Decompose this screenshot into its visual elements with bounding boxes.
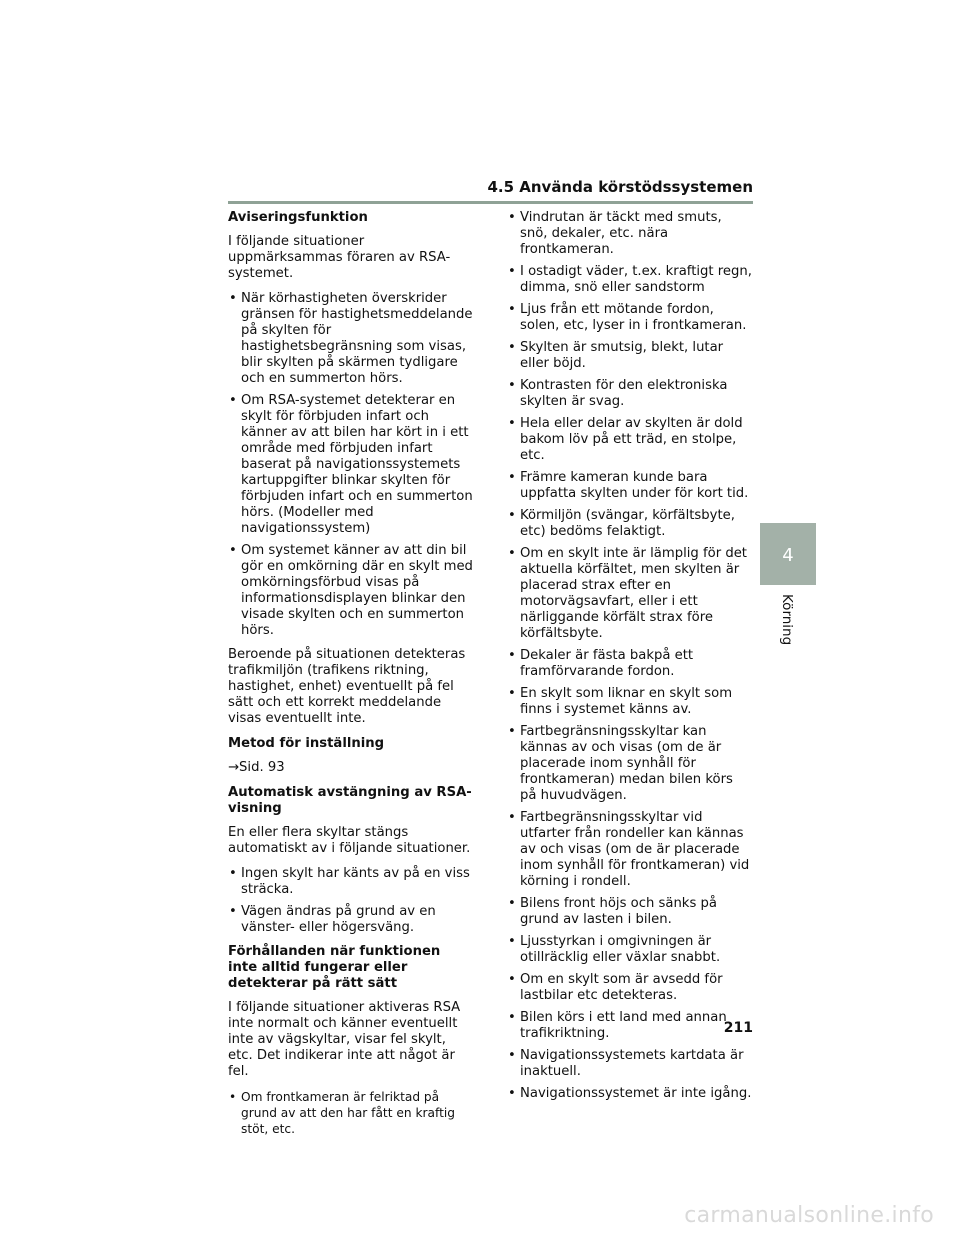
list-item: • Om RSA-systemet detekterar en skylt för förbjuden infart och känner av att bilen har kört in i ett område med förbjuden infart baserat på navigationssystemets kartuppgifter blinkar skylten för förbjuden infart och en summerton hörs. (Modeller med navigationssystem) <box>228 393 473 537</box>
list-item: • Kontrasten för den elektroniska skylten är svag. <box>507 378 752 410</box>
list-item: • Skylten är smutsig, blekt, lutar eller böjd. <box>507 340 752 372</box>
list-item: • Om systemet känner av att din bil gör en omkörning där en skylt med omkörningsförbud visas på informationsdisplayen blinkar den visade skylten och en summerton hörs. <box>228 543 473 639</box>
heading-conditions: Förhållanden när funktionen inte alltid fungerar eller detekterar på rätt sätt <box>228 944 441 991</box>
auto-off-list <box>228 866 473 936</box>
list-item: • Hela eller delar av skylten är dold bakom löv på ett träd, en stolpe, etc. <box>507 416 752 464</box>
conditions-list-right <box>507 210 752 1102</box>
section-header <box>228 178 753 204</box>
right-column <box>507 210 752 1110</box>
list-item: • Dekaler är fästa bakpå ett framförvarande fordon. <box>507 648 752 680</box>
watermark: carmanualsonline.info <box>684 1203 934 1228</box>
auto-off-intro: En eller flera skyltar stängs automatiskt av i följande situationer. <box>228 825 471 856</box>
list-item: • Ljusstyrkan i omgivningen är otillräcklig eller växlar snabbt. <box>507 934 752 966</box>
list-item: • I ostadigt väder, t.ex. kraftigt regn, dimma, snö eller sandstorm <box>507 264 752 296</box>
chapter-label: Körning <box>779 594 795 646</box>
setting-page-reference[interactable]: →Sid. 93 <box>228 760 285 775</box>
list-item: • Navigationssystemet är inte igång. <box>507 1086 752 1102</box>
list-item: • Ljus från ett mötande fordon, solen, etc, lyser in i frontkameran. <box>507 302 752 334</box>
list-item: • Om en skylt som är avsedd för lastbilar etc detekteras. <box>507 972 752 1004</box>
notification-list <box>228 291 473 639</box>
list-item: • Främre kameran kunde bara uppfatta skylten under för kort tid. <box>507 470 752 502</box>
section-title: 4.5 Använda körstödssystemen <box>487 178 753 196</box>
notification-intro: I följande situationer uppmärksammas föraren av RSA-systemet. <box>228 234 451 281</box>
list-item: • När körhastigheten överskrider gränsen för hastighetsmeddelande på skylten för hastighetsbegränsning som visas, blir skylten på skärmen tydligare och en summerton hörs. <box>228 291 473 387</box>
list-item: • Vindrutan är täckt med smuts, snö, dekaler, etc. nära frontkameran. <box>507 210 752 258</box>
list-item: • Om frontkameran är felriktad på grund av att den har fått en kraftig stöt, etc. <box>228 1089 473 1137</box>
conditions-list-left <box>228 1089 473 1137</box>
conditions-intro: I följande situationer aktiveras RSA inte normalt och känner eventuellt inte av vägskyltar, visar fel skylt, etc. Det indikerar inte att något är fel. <box>228 1000 461 1079</box>
chapter-number: 4 <box>782 545 794 566</box>
list-item: • Körmiljön (svängar, körfältsbyte, etc) bedöms felaktigt. <box>507 508 752 540</box>
list-item: • Bilens front höjs och sänks på grund av lasten i bilen. <box>507 896 752 928</box>
dependency-text: Beroende på situationen detekteras trafikmiljön (trafikens riktning, hastighet, enhet) eventuellt på fel sätt och ett korrekt meddelande visas eventuellt inte. <box>228 647 466 726</box>
left-column <box>228 210 473 1145</box>
list-item: • Om en skylt inte är lämplig för det aktuella körfältet, men skylten är placerad strax efter en motorvägsavfart, eller i ett närliggande körfält strax före körfältsbyte. <box>507 546 752 642</box>
heading-setting: Metod för inställning <box>228 736 385 751</box>
list-item: • Vägen ändras på grund av en vänster- eller högersväng. <box>228 904 473 936</box>
list-item: • En skylt som liknar en skylt som finns i systemet känns av. <box>507 686 752 718</box>
list-item: • Fartbegränsningsskyltar vid utfarter från rondeller kan kännas av och visas (om de är placerade inom synhåll för frontkameran) vid körning i rondell. <box>507 810 752 890</box>
chapter-tab[interactable] <box>760 523 816 585</box>
list-item: • Ingen skylt har känts av på en viss sträcka. <box>228 866 473 898</box>
list-item: • Fartbegränsningsskyltar kan kännas av och visas (om de är placerade inom synhåll för frontkameran) medan bilen körs på huvudvägen. <box>507 724 752 804</box>
heading-notification: Aviseringsfunktion <box>228 210 368 225</box>
list-item: • Bilen körs i ett land med annan trafikriktning. <box>507 1010 752 1042</box>
heading-auto-off: Automatisk avstängning av RSA-visning <box>228 785 472 816</box>
list-item: • Navigationssystemets kartdata är inaktuell. <box>507 1048 752 1080</box>
page-number: 211 <box>723 1020 753 1036</box>
